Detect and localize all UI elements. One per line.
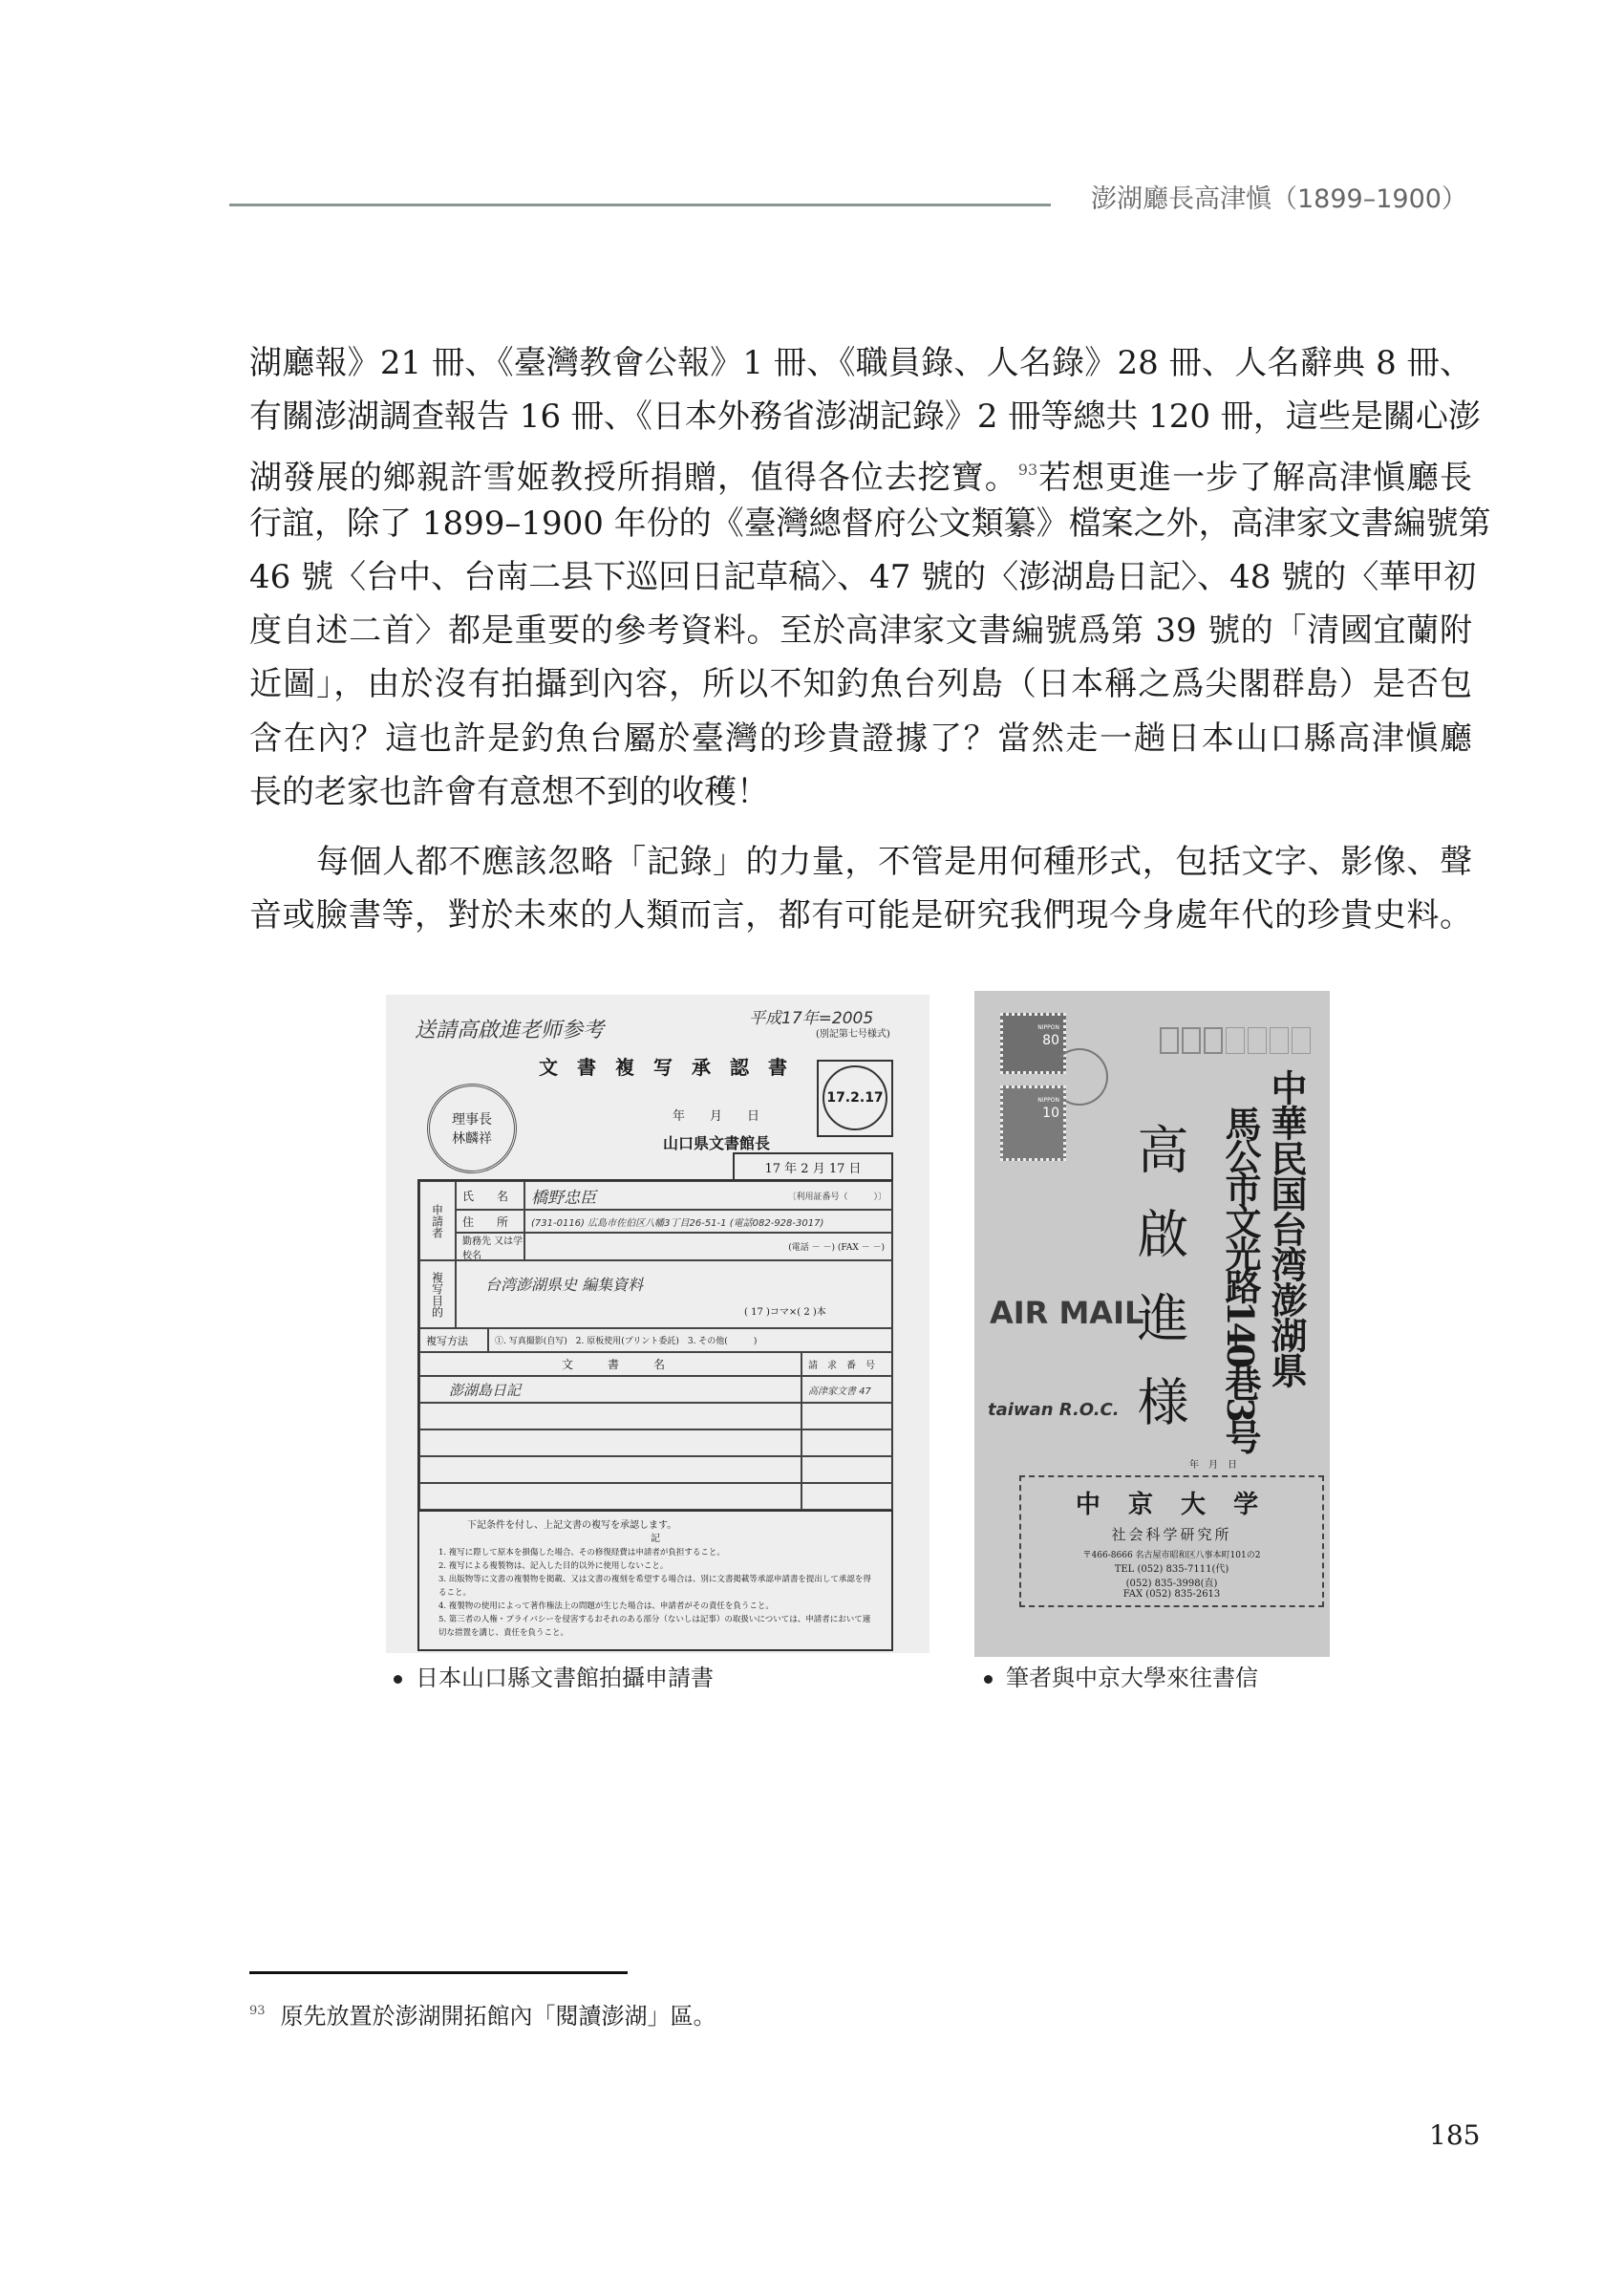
purpose-label: 複写目的 xyxy=(419,1260,456,1328)
form-title: 文 書 複 写 承 認 書 xyxy=(539,1056,787,1079)
conditions-box xyxy=(419,1510,891,1649)
sender-address: 〒466-8666 名古屋市昭和区八事本町101の2 xyxy=(1082,1551,1261,1560)
stamp-country: NIPPON xyxy=(1037,1024,1059,1031)
address-line-1: 中華民国台湾澎湖県 xyxy=(1265,1069,1308,1387)
body-line: 46 號〈台中、台南二县下巡回日記草稿〉、47 號的〈澎湖島日記〉、48 號的〈華甲初 xyxy=(249,558,1477,596)
sender-tel: TEL (052) 835-7111(代) xyxy=(1114,1564,1229,1575)
blank-row xyxy=(801,1403,893,1429)
row-label: 氏 名 xyxy=(456,1181,524,1210)
footnote-text: 原先放置於澎湖開拓館內「閱讀澎湖」區。 xyxy=(280,2003,716,2030)
stamp-value: 10 xyxy=(1042,1106,1059,1121)
airmail-label: AIR MAIL xyxy=(990,1295,1144,1331)
blank-row xyxy=(419,1403,801,1429)
form-table xyxy=(417,1179,893,1651)
sender-fax: FAX (052) 835-2613 xyxy=(1122,1589,1221,1600)
footnote xyxy=(249,1997,716,2031)
body-line xyxy=(249,451,1472,497)
body-line: 湖廳報》21 冊、《臺灣教會公報》1 冊、《職員錄、人名錄》28 冊、人名辭典 8 冊、 xyxy=(249,344,1472,382)
body-text-span: 湖發展的鄉親許雪姬教授所捐贈，值得各位去挖寶。 xyxy=(249,459,1018,497)
footnote-ref[interactable]: 93 xyxy=(1017,461,1038,479)
recipient-name: 高啟進様 xyxy=(1129,1123,1189,1459)
conditions-mark: 記 xyxy=(651,1534,660,1544)
blank-row xyxy=(801,1483,893,1510)
row-label: 勤務先 又は学校名 xyxy=(456,1233,524,1260)
received-stamp xyxy=(817,1060,893,1137)
stamp-date: 17.2.17 xyxy=(823,1065,887,1130)
name-field xyxy=(524,1181,893,1210)
body-line: 音或臉書等，對於未來的人類而言，都有可能是研究我們現今身處年代的珍貴史料。 xyxy=(249,896,1472,935)
sender-name: 中 京 大 学 xyxy=(1075,1491,1269,1519)
issuer: 山口県文書館長 xyxy=(663,1134,771,1152)
caption-left xyxy=(394,1659,714,1692)
footnote-number: 93 xyxy=(249,2004,266,2018)
bullet-icon xyxy=(394,1675,402,1684)
caption-text: 日本山口縣文書館拍攝申請書 xyxy=(416,1665,714,1691)
postal-code-boxes xyxy=(1160,1027,1311,1054)
condition-item: 3. 出版物等に文書の複製物を掲載、又は文書の複刻を希望する場合は、別に文書掲載等承認申請書を提出して承認を得ること。 xyxy=(438,1575,871,1598)
country-note: taiwan R.O.C. xyxy=(988,1400,1120,1420)
blank-row xyxy=(801,1429,893,1456)
method-value: ①. 写真撮影(自写) 2. 原板使用(プリント委託) 3. その他( ) xyxy=(488,1328,893,1352)
condition-item: 5. 第三者の人権・プライバシーを侵害するおそれのある部分（ないしは記事）の取扱いについては、申請者において適切な措置を講じ、責任を負うこと。 xyxy=(438,1615,871,1638)
body-line: 行誼，除了 1899–1900 年份的《臺灣總督府公文類纂》檔案之外，高津家文書編號第 xyxy=(249,505,1491,543)
phone-value: (電話082-928-3017) xyxy=(729,1217,824,1229)
purpose-value: 台湾澎湖県史 編集資料 xyxy=(456,1260,893,1328)
blank-row xyxy=(419,1429,801,1456)
sender-dept: 社会科学研究所 xyxy=(1111,1526,1232,1543)
era-note: 平成17年=2005 xyxy=(749,1009,874,1028)
conditions-intro: 下記条件を付し、上記文書の複写を承認します。 xyxy=(467,1520,677,1531)
handwritten-note: 送請高啟進老师参考 xyxy=(415,1019,605,1042)
postmark xyxy=(1051,1048,1108,1106)
postage-stamp-flower xyxy=(1000,1085,1066,1161)
body-line: 有關澎湖調查報告 16 冊、《日本外務省澎湖記錄》2 冊等總共 120 冊，這些是關心澎 xyxy=(249,398,1481,436)
request-no-header: 請 求 番 号 xyxy=(801,1352,893,1376)
body-line: 長的老家也許會有意想不到的收穫！ xyxy=(249,773,769,811)
address-line-2: 馬公市文光路140巷3号 xyxy=(1219,1106,1262,1451)
condition-item: 2. 複写による複製物は、記入した目的以外に使用しないこと。 xyxy=(438,1561,669,1571)
caption-right xyxy=(984,1659,1258,1692)
address-value: (731-0116) 広島市佐伯区八幡3丁目26-51-1 xyxy=(531,1217,727,1229)
name-value: 橋野忠臣 xyxy=(531,1188,596,1208)
doc-name-value: 澎湖島日記 xyxy=(419,1376,801,1403)
seal-stamp: 理事長 林麟祥 xyxy=(427,1084,517,1173)
bullet-icon xyxy=(984,1675,993,1684)
figure-application-form xyxy=(386,995,930,1653)
stamp-country: NIPPON xyxy=(1037,1097,1059,1104)
body-line: 含在內？這也許是釣魚台屬於臺灣的珍貴證據了？當然走一趟日本山口縣高津愼廳 xyxy=(249,720,1472,758)
sender-tel: (052) 835-3998(直) xyxy=(1125,1579,1218,1589)
date-blank: 年 月 日 xyxy=(673,1109,760,1124)
date-blank: 年 月 日 xyxy=(1189,1460,1237,1471)
condition-item: 1. 複写に際して原本を損傷した場合、その修復経費は申請者が負担すること。 xyxy=(438,1548,725,1558)
method-label: 複写方法 xyxy=(419,1328,488,1352)
body-line: 度自述二首〉都是重要的參考資料。至於高津家文書編號爲第 39 號的「清國宜蘭附 xyxy=(249,612,1472,650)
condition-item: 4. 複製物の使用によって著作権法上の問題が生じた場合は、申請者がその責任を負うこと。 xyxy=(438,1601,774,1611)
header-rule xyxy=(229,204,1051,206)
form-type: (別記第七号様式) xyxy=(816,1029,890,1040)
purpose-count: ( 17 )コマ×( 2 )本 xyxy=(744,1307,826,1318)
blank-row xyxy=(419,1456,801,1483)
footnote-rule xyxy=(249,1971,628,1974)
running-title: 澎湖廳長高津愼（1899–1900） xyxy=(1091,184,1467,214)
figure-envelope xyxy=(974,991,1330,1657)
body-line: 近圖」，由於沒有拍攝到內容，所以不知釣魚台列島（日本稱之爲尖閣群島）是否包 xyxy=(249,665,1472,703)
stamp-value: 80 xyxy=(1042,1033,1059,1048)
applicant-label: 申請者 xyxy=(419,1181,456,1260)
blank-row xyxy=(801,1456,893,1483)
body-text-span: 若想更進一步了解高津愼廳長 xyxy=(1037,459,1473,497)
body-line: 每個人都不應該忽略「記錄」的力量，不管是用何種形式，包括文字、影像、聲 xyxy=(316,843,1472,881)
application-date: 17 年 2 月 17 日 xyxy=(733,1152,893,1179)
address-field xyxy=(524,1210,893,1233)
page-number: 185 xyxy=(1429,2119,1481,2151)
blank-row xyxy=(419,1483,801,1510)
caption-text: 筆者與中京大學來往書信 xyxy=(1006,1665,1258,1691)
doc-name-header: 文 書 名 xyxy=(419,1352,801,1376)
card-number: 〔利用証番号（ ）〕 xyxy=(787,1192,887,1202)
sender-box xyxy=(1019,1475,1324,1607)
request-no-value: 高津家文書 47 xyxy=(801,1376,893,1403)
row-label: 住 所 xyxy=(456,1210,524,1233)
workplace-field: (電話 － －) (FAX － －) xyxy=(524,1233,893,1260)
